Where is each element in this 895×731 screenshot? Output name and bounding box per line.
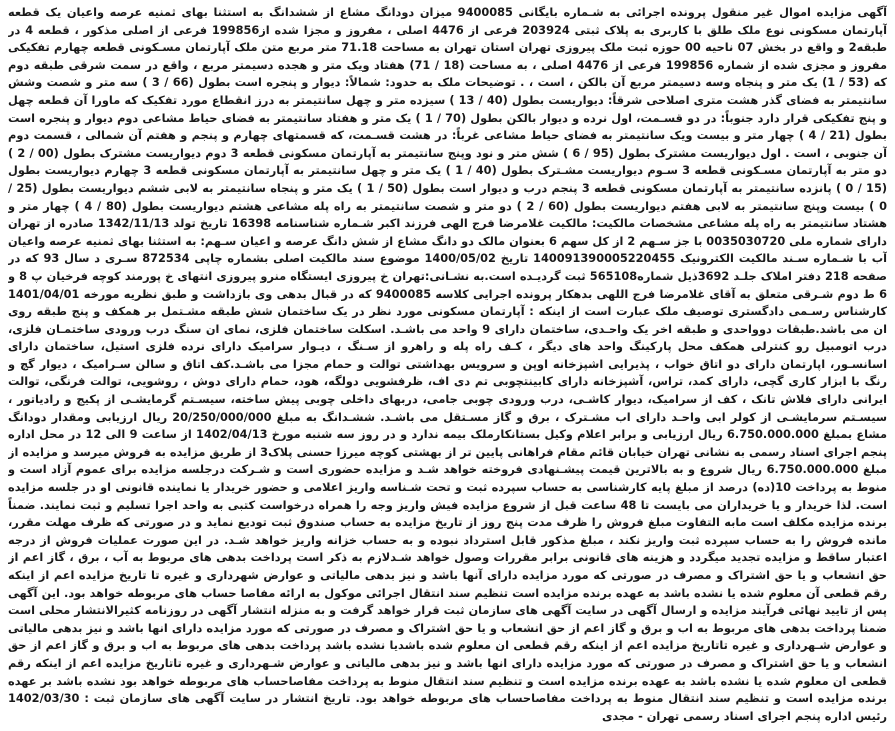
auction-notice-body: آگهی مزایده اموال غیر منقول پرونده اجرائی به شـماره بایگانی 9400085 میزان دودانگ مشاع از ششدانگ به استثنا بهای ثمنیه عرصه واعیان یک قطعه آپارتمان مسکونی نوع ملک طلق با کاربری به پلاک ثبتی 203924 فرعی از 4476 اصلی ، مفروز و مجزا شده از199856 فرعی از اصلی مذکور ، قطعه 4 در طبقه2 و واقع در بخش 07 ناحیه 00 حوزه ثبت ملک پیروزی تهران استان تهران به مساحت 71.18 متر مربع متن ملک آپارتمان مسـکونی قطعه چهارم تفکیکی مفروز و مجزی شده از شماره 199856 فرعی از 4476 اصلی ، به مساحت (18 / 71) هفتاد ویک متر و هجده دسیمتر مربع ، واقع در سمت شرقی طبقه دوم که (53 / 1) یک متر و پنجاه وسه دسیمتر مربع آن بالکن ، است ، . توضیحات ملک به حدود: شمالاً: دیوار و پنجره است بطول (66 / 3 ) سه متر و شصت وشش سانتیمتر به فضای گذر هشت متری اصلاحی شرقاً: دیواریست بطول (40 / 13 ) سیزده متر و چهل سانتیمتر به درز انقطاع مورد تفکیک که ماورا آن قطعه چهل و پنج تفکیکی قرار دارد جنوباً: در دو قسـمت، اول نرده و دیوار بالکن بطول (70 / 1 ) یک متر و هفتاد سانتیمتر به فضای حیاط مشاعی دوم دیوار و پنجره است بطول (21 / 4 ) چهار متر و بیست ویک سانتیمتر به فضای حیاط مشاعی غرباً: در هشت قسـمت، که قسمتهای چهارم و پنجم و هفتم آن شمالی ، قسمت دوم آن جنوبی ، است . اول دیواریست مشترک بطول (95 / 6 ) شش متر و نود وپنج سانتیمتر به آپارتمان مسکونی قطعه 3 دوم دیواریست مشترک بطول (00 / 2 ) دو متر به آپارتمان مسـکونی قطعه 3 سـوم دیواریست مشـترک بطول (40 / 1 ) یک متر و چهل سانتیمتر به آپارتمان مسکونی قطعه 3 چهارم دیواریست بطول (15 / 0 ) پانزده سانتیمتر به آپارتمان مسکونی قطعه 3 پنجم درب و دیوار است بطول (50 / 1 ) یک متر و پنجاه سانتیمتر به لابی ششم دیواریست بطول (25 / 0 ) بیست وپنج سانتیمتر به لابی هفتم دیواریست بطول (60 / 2 ) دو متر و شصت سانتیمتر به راه پله مشاعی هشتم دیواریست بطول (80 / 4 ) چهار متر و هشتاد سانتیمتر به راه پله مشاعی مشخصات مالکیت: مالکیت غلامرضا فرج الهی فرزند اکبر شـماره شناسنامه 16398 تاریخ تولد 1342/11/13 صادره از تهران دارای شماره ملی 0035030720 با جز سـهم 2 از کل سهم 6 بعنوان مالک دو دانگ مشاع از شش دانگ عرصه و اعیان سـهم: به استثنا بهای ثمنیه عرصه واعیان آب با شـماره سـند مالکیت الکترونیک 140091390005220455 تاریخ 1400/05/02 موضوع سند مالکیت اصلی بشماره چاپی 872534 سـری د سال 93 که در صفحه 218 دفتر املاک جلـد 3692ذیل شماره565108 ثبت گردیـده است.به نشـانی:تهران خ پیروزی ایستگاه منرو پیروزی انتهای خ پورمند کوچه فرخیان پ 8 و 6 ط دوم شـرقی متعلق به آقای غلامرضا فرج اللهی بدهکار پرونده اجرایی کلاسه 9400085 که در قبال بدهی وی بازداشت و طبق نظریه مورخه 1401/04/01 کارشناس رسـمی دادگستری توصیف ملک عبارت است از اینکه : آپارتمان مسکونی مورد نظر در یک ساختمان شش طبقه مشـتمل بر همکف و پنج طبقه روی ان می باشد.طبقات دوواحدی و طبقه اخر یک واحـدی، ساختمان دارای 9 واحد می باشـد. اسکلت ساختمان فلزی، نمای ان سنگ درب ورودی ساختمـان فلزی، درب اتومبیل رو کنترلی همکف محل پارکینگ واحد های دیگر ، کـف راه پله و راهرو از سـنگ ، دیـوار سرامیک دارای نرده فلزی استیل، ساختمان دارای اسانسـور، اپارتمان دارای دو اتاق خواب ، پذیرایی اشپزخانه اوپن و سرویس بهداشتی توالت و حمام مجزا می باشـد.کف اتاق و سالن سـرامیک ، دیوار گچ و رنگ با ابزار کاری گچی، دارای کمد، تراس، آشپزخانه دارای کابینتچوبی تم دی اف، ظرفشویی دولگه، هود، حمام دارای دوش ، روشویی، توالت فرنگی، توالت ایرانی دارای فلاش تانک ، کف از سرامیک، دیوار کاشـی، درب ورودی چوبی جامی، دربهای داخلی چوبی پیش ساخته، سیسـتم گرمایشـی از پکیج و رادیاتور ، سیسـتم سرمایشـی از کولر ابی واحـد دارای اب مشـترک ، برق و گاز مسـتقل می باشـد. ششـدانگ به مبلغ 20/250/000/000 ریال ارزیابی ومقدار دودانگ مشاع بمبلغ 6.750.000.000 ریال ارزیابی و برابر اعلام وکیل بستانکارملک بیمه ندارد و در روز سه شنبه مورخ 1402/04/13 از ساعت 9 الی 12 در محل اداره پنجم اجرای اسناد رسمی به نشانی تهران خیابان قائم مقام فراهانی پایین تر از بهشتی کوچه میرزا حسنی پلاک3 از طریق مزایده به فروش میرسد و مزایده از مبلغ 6.750.000.000 ریال شروع و به بالاترین قیمت پیشـنهادی فروخته خواهد شـد و مزایده حضوری است و شـرکت درجلسه مزایده برای عموم آزاد است و منوط به پرداخت 10(ده) درصد از مبلغ پایه کارشناسی به حساب سپرده ثبت و تحت شـناسه واریز اعلامی و حضور خریدار یا نماینده قانونی او در جلسه مزایده است. لذا خریدار و یا خریداران می بایست تا 48 ساعت قبل از شروع مزایده فیش واریز وجه را همراه درخواست کتبی به واحد اجرا تسلیم و ثبت نمایند. ضمناً برنده مزایده مکلف است مابه التفاوت مبلغ فروش را ظرف مدت پنج روز از تاریخ مزایده به حساب صندوق ثبت تودیع نماید و در صورتی که ظرف مهلت مقرر، مانده فروش را به حساب سپرده ثبت واریز نکند ، مبلغ مذکور قابل استرداد نبوده و به حساب خزانه واریز خواهد شـد. در این صورت عملیات فروش از درجه اعتبار ساقط و مزایده تجدید میگردد و هزینه های قانونی برابر مقررات وصول خواهد شـدلازم به ذکر است پرداخت بدهی های مربوط به آب ، برق ، گاز اعم از حق انشعاب و یا حق اشتراک و مصرف در صورتی که مورد مزایده دارای آنها باشد و نیز بدهی مالیاتی و عوارض شهرداری و غیره تا تاریخ مزایده اعم از اینکه رقم قطعی آن معلوم شده یا نشده باشد به عهده برنده مزایده است تنظیم سند انتقال اجرائی موکول به ارائه مفاصا حساب های مربوطه خواهد بود. این آگهی پس از تایید نهائی فرآیند مزایده و ارسال آگهی در سایت آگهی های سازمان ثبت قرار خواهد گرفت و به منزله انتشار آگهی در روزنامه کثیرالانتشار محلی است ضمنا پرداخت بدهی های مربوط به اب و برق و گاز اعم از حق انشعاب و یا حق اشتراک و مصرف در صورتی که مورد مزایده دارای انها باشد و نیز بدهی مالیاتی و عوارض شـهرداری و غیره تاتاریخ مزایده اعم از اینکه رقم قطعی ان معلوم شده باشدیا نشده باشد پرداخت بدهی های مربوط به اب و برق و گاز اعم از حق انشعاب و یا حق اشتراک و مصرف در صورتی که مورد مزایده دارای انها باشد و نیز بدهی مالیاتی و عوارض شـهرداری و غیره تاتاریخ مزایده اعم از اینکه رقم قطعی ان معلوم شده یا نشده باشد به عهده برنده مزایده است و تنظیم سند انتقال منوط به پرداخت مفاصاحساب های مربوطه خواهد بود نشده باشد بر عهده برنده مزایده است و تنظیم سند انتقال منوط به پرداخت مفاصاحساب های مربوطه خواهد بود. تاریخ انتشار در سایت آگهی های سازمان ثبت : 1402/03/30 رئیس اداره پنجم اجرای اسناد رسمی تهران - مجدی xyxy=(8,5,887,723)
